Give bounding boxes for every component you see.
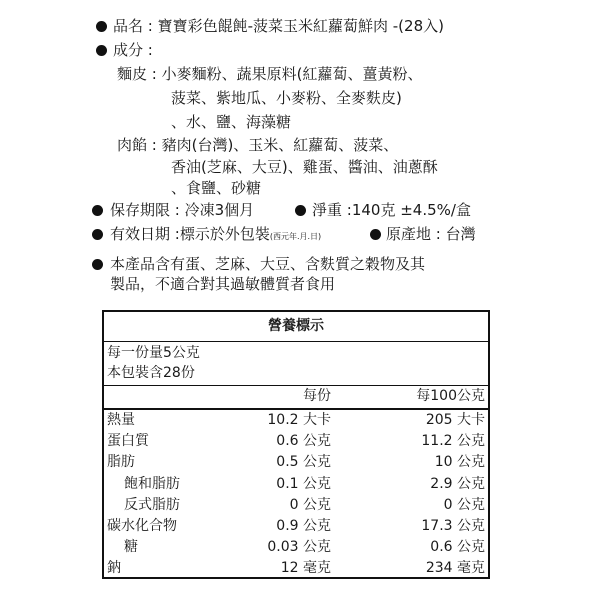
serving-size: 每一份量5公克 [107,345,200,361]
value-per-100g: 234 毫克 [425,560,485,577]
nutrition-table [102,310,490,579]
allergen-line: 本產品含有蛋、芝麻、大豆、含麩質之穀物及其 [110,255,426,273]
net-weight: 淨重 :140克 ±4.5%/盒 [312,201,471,219]
value-per-100g: 0.6 公克 [430,539,485,556]
filling-line: 肉餡 : 豬肉(台灣)、玉米、紅蘿蔔、菠菜、 [117,136,399,154]
expiry-note: (西元年.月.日) [269,232,322,241]
nutrient-name: 飽和脂肪 [124,475,180,492]
value-per-serving: 0.6 公克 [276,433,331,450]
bullet-icon [96,45,107,56]
col-per-serving: 每份 [303,388,331,404]
wrapper-line: 、水、鹽、海藻糖 [171,113,292,131]
table-row [104,516,488,537]
servings-per-pack: 本包裝含28份 [107,365,195,381]
nutrient-name: 熱量 [107,412,135,428]
col-per-100g: 每100公克 [416,388,485,404]
nutrition-rows [104,410,488,580]
origin: 原產地 : 台灣 [386,225,476,243]
product-name: 品名 : 寶寶彩色餛飩-菠菜玉米紅蘿蔔鮮肉 -(28入) [113,17,444,35]
value-per-serving: 0 公克 [289,496,331,513]
value-per-100g: 2.9 公克 [430,475,485,492]
wrapper-line: 菠菜、紫地瓜、小麥粉、全麥麩皮) [171,89,402,107]
filling-line: 、食鹽、砂糖 [171,179,262,197]
nutrient-name: 反式脂肪 [124,496,180,513]
wrapper-line: 麵皮 : 小麥麵粉、蔬果原料(紅蘿蔔、薑黃粉、 [117,65,423,83]
nutrient-name: 脂肪 [107,454,135,471]
bullet-icon [92,229,103,240]
bullet-icon [96,21,107,32]
nutrition-title: 營養標示 [104,312,488,342]
bullet-icon [92,205,103,216]
nutrient-name: 鈉 [107,560,121,577]
bullet-icon [92,259,103,270]
value-per-100g: 0 公克 [443,496,485,513]
expiry-text: 有效日期 :標示於外包裝 [110,225,270,243]
table-row [104,558,488,579]
bullet-icon [370,229,381,240]
expiry [110,224,321,247]
bullet-icon [295,205,306,216]
nutrient-name: 碳水化合物 [107,517,177,534]
value-per-100g: 11.2 公克 [421,433,485,450]
table-row [104,495,488,516]
filling-line: 香油(芝麻、大豆)、雞蛋、醬油、油蔥酥 [171,158,438,176]
ingredients-label: 成分 : [113,41,153,59]
value-per-serving: 10.2 大卡 [267,412,331,428]
value-per-serving: 0.03 公克 [267,539,331,556]
shelf-life: 保存期限 : 冷凍3個月 [110,201,255,219]
serving-info [104,342,488,386]
value-per-serving: 0.5 公克 [276,454,331,471]
value-per-serving: 0.1 公克 [276,475,331,492]
value-per-100g: 10 公克 [434,454,485,471]
value-per-100g: 205 大卡 [425,412,485,428]
value-per-serving: 12 毫克 [280,560,331,577]
table-row [104,474,488,495]
nutrient-name: 蛋白質 [107,433,149,450]
table-row [104,431,488,452]
table-row [104,410,488,431]
value-per-100g: 17.3 公克 [421,517,485,534]
allergen-line: 製品，不適合對其過敏體質者食用 [110,275,336,293]
column-header [104,386,488,410]
table-row [104,537,488,558]
nutrient-name: 糖 [124,539,138,556]
value-per-serving: 0.9 公克 [276,517,331,534]
table-row [104,452,488,473]
